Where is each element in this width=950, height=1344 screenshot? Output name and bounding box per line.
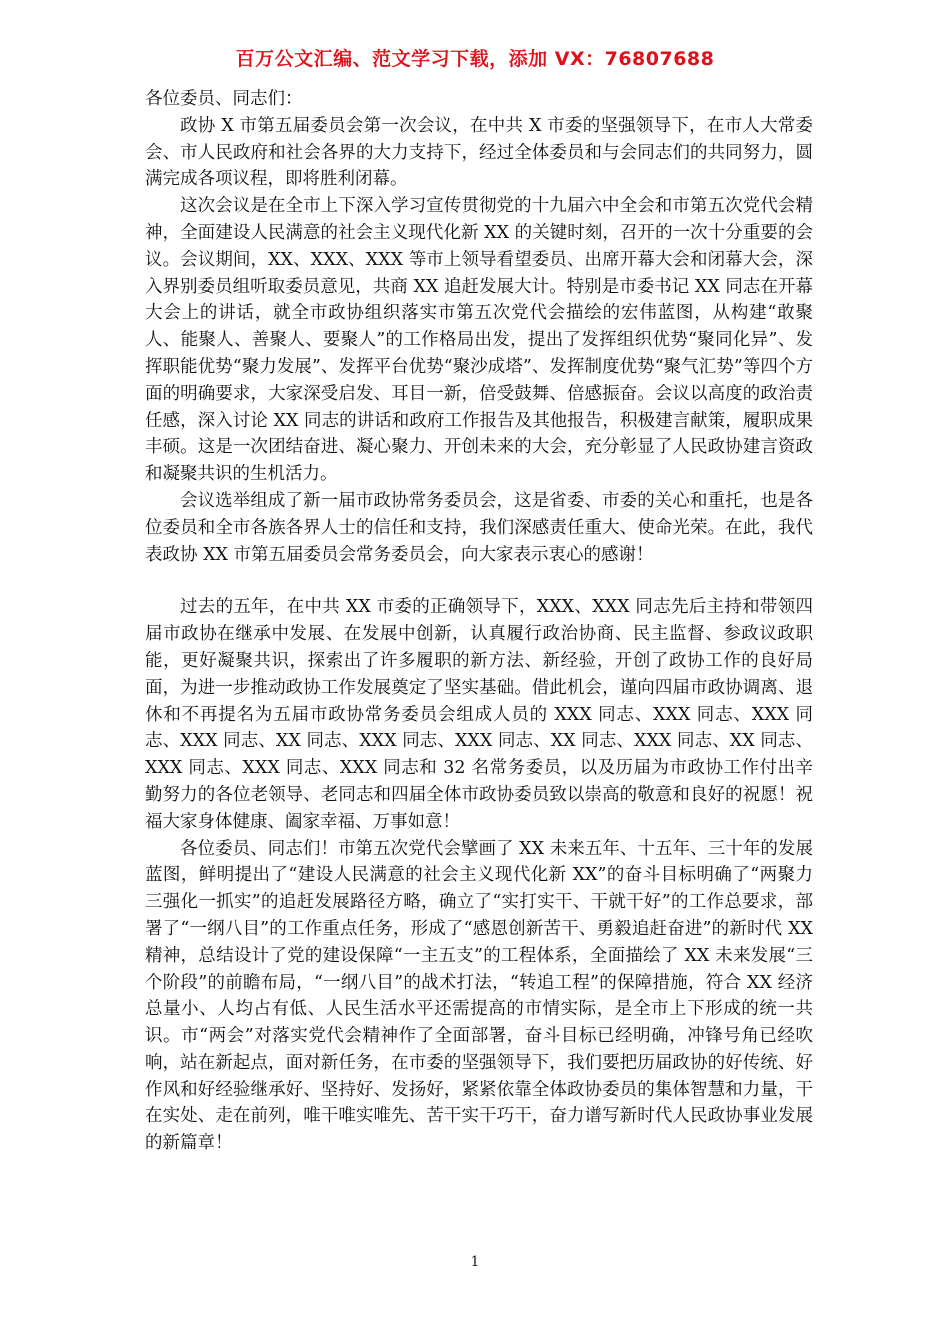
paragraph: 这次会议是在全市上下深入学习宣传贯彻党的十九届六中全会和市第五次党代会精神，全面建设人民满意的社会主义现代化新 XX 的关键时刻，召开的一次十分重要的会议。会议期间，XX、XXX、XXX 等市上领导看望委员、出席开幕大会和闭幕大会，深入界别委员组听取委员意见，共商 XX 追赶发展大计。特别是市委书记 XX 同志在开幕大会上的讲话，就全市政协组织落实市第五次党代会描绘的宏伟蓝图，从构建“敢聚人、能聚人、善聚人、要聚人”的工作格局出发，提出了发挥组织优势“聚同化异”、发挥职能优势“聚力发展”、发挥平台优势“聚沙成塔”、发挥制度优势“聚气汇势”等四个方面的明确要求，大家深受启发、耳目一新，倍受鼓舞、倍感振奋。会议以高度的政治责任感，深入讨论 XX 同志的讲话和政府工作报告及其他报告，积极建言献策，履职成果丰硕。这是一次团结奋进、凝心聚力、开创未来的大会，充分彰显了人民政协建言资政和凝聚共识的生机活力。 bbox=[145, 196, 813, 485]
paragraph: 会议选举组成了新一届市政协常务委员会，这是省委、市委的关心和重托，也是各位委员和全市各族各界人士的信任和支持，我们深感责任重大、使命光荣。在此，我代表政协 XX 市第五届委员会常务委员会，向大家表示衷心的感谢！ bbox=[145, 490, 813, 565]
document-body bbox=[145, 86, 813, 1157]
page-number: 1 bbox=[470, 1254, 480, 1270]
paragraph: 各位委员、同志们！市第五次党代会擘画了 XX 未来五年、十五年、三十年的发展蓝图，鲜明提出了“建设人民满意的社会主义现代化新 XX”的奋斗目标明确了“两聚力三强化一抓实”的追赶发展路径方略，确立了“实打实干、干就干好”的工作总要求，部署了“一纲八目”的工作重点任务，形成了“感恩创新苦干、勇毅追赶奋进”的新时代 XX 精神，总结设计了党的建设保障“一主五支”的工程体系，全面描绘了 XX 未来发展“三个阶段”的前瞻布局，“一纲八目”的战术打法，“转追工程”的保障措施，符合 XX 经济总量小、人均占有低、人民生活水平还需提高的市情实际，是全市上下形成的统一共识。市“两会”对落实党代会精神作了全面部署，奋斗目标已经明确，冲锋号角已经吹响，站在新起点，面对新任务，在市委的坚强领导下，我们要把历届政协的好传统、好作风和好经验继承好、坚持好、发扬好，紧紧依靠全体政协委员的集体智慧和力量，干在实处、走在前列，唯干唯实唯先、苦干实干巧干，奋力谱写新时代人民政协事业发展的新篇章！ bbox=[145, 838, 813, 1154]
salutation: 各位委员、同志们： bbox=[145, 89, 303, 109]
paragraph: 过去的五年，在中共 XX 市委的正确领导下，XXX、XXX 同志先后主持和带领四届市政协在继承中发展、在发展中创新，认真履行政治协商、民主监督、参政议政职能，更好凝聚共识，探索出了许多履职的新方法、新经验，开创了政协工作的良好局面，为进一步推动政协工作发展奠定了坚实基础。借此机会，谨向四届市政协调离、退休和不再提名为五届市政协常务委员会组成人员的 XXX 同志、XXX 同志、XXX 同志、XXX 同志、XX 同志、XXX 同志、XXX 同志、XX 同志、XXX 同志、XX 同志、XXX 同志、XXX 同志、XXX 同志和 32 名常务委员，以及历届为市政协工作付出辛勤努力的各位老领导、老同志和四届全体市政协委员致以崇高的敬意和良好的祝愿！祝福大家身体健康、阖家幸福、万事如意！ bbox=[145, 597, 813, 832]
paragraph: 政协 X 市第五届委员会第一次会议，在中共 X 市委的坚强领导下，在市人大常委会、市人民政府和社会各界的大力支持下，经过全体委员和与会同志们的共同努力，圆满完成各项议程，即将胜利闭幕。 bbox=[145, 115, 813, 190]
download-banner: 百万公文汇编、范文学习下载，添加 VX：76807688 bbox=[235, 48, 715, 70]
